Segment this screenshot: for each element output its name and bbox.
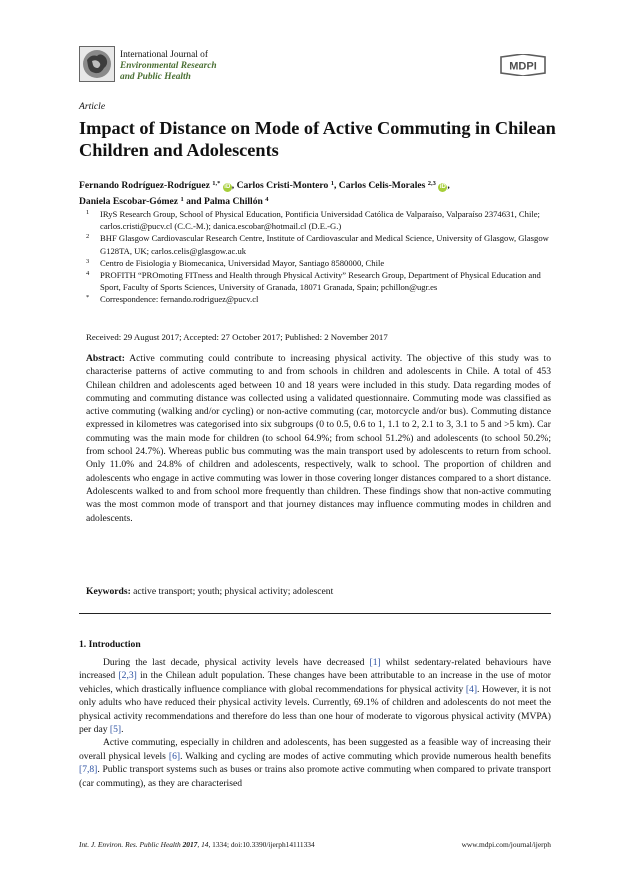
author-affil-marker: 2,3 (427, 180, 436, 187)
author-separator: and (183, 196, 204, 207)
body-text-run: . (121, 724, 124, 736)
body-paragraph (79, 656, 551, 736)
orcid-icon[interactable]: iD (439, 184, 446, 190)
paper-title: Impact of Distance on Mode of Active Commuting in Chilean Children and Adolescents (79, 118, 556, 160)
body-text (79, 656, 551, 790)
author-affil-marker: 1 (180, 196, 184, 203)
body-text-run: . However, it is not only adults who have reduced their physical activity levels. Currently, 69.1% of children and adolescents do not meet the physical activity recommendations and therefore do less than one hour of moderate to vigorous physical activity (MVPA) per day (79, 683, 551, 736)
body-text-run: in the Chilean adult population. These changes have been attributable to an increase in the use of motor vehicles, which drastically influence compliance with global recommendations for physical activity (79, 670, 551, 695)
keywords-label: Keywords: (86, 586, 131, 597)
publication-dates: Received: 29 August 2017; Accepted: 27 October 2017; Published: 2 November 2017 (86, 332, 388, 342)
author-name: Carlos Cristi-Montero (236, 180, 329, 191)
citation-link[interactable]: [1] (369, 657, 381, 668)
author-separator: , (447, 180, 450, 191)
journal-name-line2: Environmental Research (120, 61, 217, 71)
citation-link[interactable]: [6] (168, 750, 181, 762)
affiliation-marker: 1 (86, 209, 90, 216)
citation-link[interactable]: [2,3] (118, 670, 137, 682)
body-text-run: Active commuting, especially in children and adolescents, has been suggested as a feasible way of increasing their overall physical levels (79, 737, 551, 762)
author-name: Daniela Escobar-Gómez (79, 196, 179, 207)
abstract-label: Abstract: (86, 353, 125, 364)
affiliation-marker: 4 (86, 270, 90, 278)
abstract (86, 352, 551, 525)
section-heading: 1. Introduction (79, 639, 141, 650)
body-paragraph (79, 736, 551, 790)
author-list (79, 177, 554, 209)
citation-link[interactable]: [7,8] (79, 764, 98, 776)
affiliation-text: BHF Glasgow Cardiovascular Research Centre, Institute of Cardiovascular and Medical Science, University of Glasgow, Glasgow G128TA, UK; carlos.celis@glasgow.ac.uk (100, 233, 549, 256)
affiliation-item (79, 257, 554, 269)
section-divider (79, 613, 551, 614)
affiliation-text: Centro de Fisiologia y Biomecanica, Universidad Mayor, Santiago 8580000, Chile (100, 257, 385, 268)
correspondence-marker: * (86, 294, 90, 302)
author-separator: , (231, 180, 237, 191)
mdpi-logo-icon (497, 54, 549, 76)
journal-name-line3: and Public Health (120, 72, 191, 82)
correspondence-text: Correspondence: fernando.rodriguez@pucv.cl (100, 294, 259, 305)
affiliation-text: PROFITH “PROmoting FITness and Health through Physical Activity” Research Group, Department of Physical Education and Sport, Faculty of Sports Sciences, University of Granada, 18071 Granada, Spain; pchillon@ugr.es (100, 270, 541, 293)
abstract-text: Active commuting could contribute to increasing physical activity. The objective of this study was to characterise patterns of active commuting to and from schools in children and adolescents in Chile. A total of 453 Chilean children and adolescents aged between 10 and 18 years were included in this study. Data regarding modes of commuting and commuting distance was collected using a validated questionnaire. Commuting mode was classified as active commuting (walking and/or cycling) or non-active commuting (car, motorcycle and/or bus). Commuting distance expressed in kilometres was categorised into six subgroups (0 to 0.5, 0.6 to 1, 1.1 to 2, 2.1 to 3, 3.1 to 5 and >5 km). Car commuting was the main mode for children (to school 64.9%; from school 51.2%) and adolescents (to school 50.2%; from school 24.7%). Whereas public bus commuting was the main transport used by adolescents to return from school. Only 11.0% and 24.8% of children and adolescents, respectively, walk to school. The proportion of children and adolescents who engage in active commuting was lower in those covering longer distances compared to a short distance. Adolescents walked to and from school more frequently than children. These findings show that non-active commuting was the most common mode of transport and that journey distances may influence commuting modes in children and adolescents. (86, 353, 551, 524)
footer-article-info: , 1334; doi:10.3390/ijerph14111334 (208, 840, 315, 849)
affiliation-marker: 3 (86, 257, 90, 265)
journal-logo-icon (79, 46, 115, 82)
body-text-run: . Public transport systems such as buses or trains also promote active commuting when compared to private transport (car commuting), as they are characterised (79, 764, 551, 789)
author-name: Palma Chillón (203, 196, 263, 207)
mdpi-logo-text: MDPI (509, 60, 537, 73)
affiliation-marker: 2 (86, 233, 90, 241)
citation-link[interactable]: [4] (465, 683, 478, 695)
author-affil-marker: 1 (330, 180, 334, 187)
correspondence-item (79, 293, 554, 305)
footer-journal: Int. J. Environ. Res. Public Health (79, 840, 181, 849)
author-affil-marker: 4 (265, 196, 269, 203)
article-type: Article (79, 101, 106, 112)
journal-name-line1: International Journal of (120, 50, 208, 60)
author-affil-marker: 1,* (212, 180, 221, 187)
body-text-run: During the last decade, physical activity levels have decreased (103, 657, 370, 668)
body-text-run: whilst sedentary-related behaviours have increased (79, 657, 551, 682)
citation-link[interactable]: [5] (109, 724, 122, 736)
keywords (86, 586, 333, 597)
author-separator: , (333, 180, 339, 191)
affiliation-item (79, 232, 554, 256)
author-name: Fernando Rodríguez-Rodríguez (79, 180, 210, 191)
orcid-icon[interactable]: iD (224, 184, 231, 190)
body-text-run: . Walking and cycling are modes of active commuting which provide numerous health benefits (180, 750, 551, 762)
affiliation-text: IRyS Research Group, School of Physical Education, Pontificia Universidad Católica de Valparaíso, Valparaíso 2374631, Chile; carlos.cristi@pucv.cl (C.C.-M.); danica.escobar@hotmail.cl (D.E.-G.) (100, 209, 540, 232)
footer-website-link[interactable]: www.mdpi.com/journal/ijerph (461, 840, 551, 849)
footer-citation: Int. J. Environ. Res. Public Health 2017, 14, 1334; doi:10.3390/ijerph14111334 (79, 840, 315, 849)
affiliation-list (79, 208, 554, 306)
footer-volume: 14 (201, 840, 209, 849)
affiliation-item (79, 269, 554, 293)
keywords-text: active transport; youth; physical activity; adolescent (133, 586, 334, 597)
footer-year: 2017 (182, 840, 198, 849)
journal-name (120, 50, 217, 83)
author-name: Carlos Celis-Morales (338, 180, 426, 191)
affiliation-item (79, 208, 554, 232)
